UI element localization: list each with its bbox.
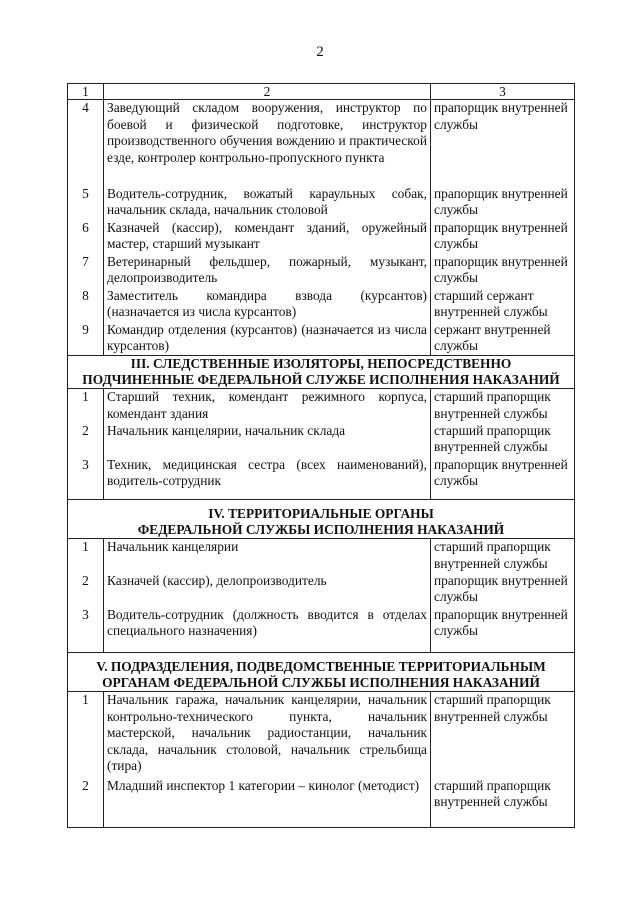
row-number: 1 xyxy=(68,692,104,778)
section-title-line: V. ПОДРАЗДЕЛЕНИЯ, ПОДВЕДОМСТВЕННЫЕ ТЕРРИТОРИАЛЬНЫМ xyxy=(96,659,546,674)
row-number: 8 xyxy=(68,288,104,322)
table-row xyxy=(68,423,575,457)
rank: прапорщик внутренней службы xyxy=(431,186,575,220)
position-title: Младший инспектор 1 категории – кинолог (методист) xyxy=(104,778,431,828)
position-title: Техник, медицинская сестра (всех наименований), водитель-сотрудник xyxy=(104,457,431,500)
rank: старший сержант внутренней службы xyxy=(431,288,575,322)
table-row xyxy=(68,254,575,288)
rank: прапорщик внутренней службы xyxy=(431,607,575,653)
rank: сержант внутренней службы xyxy=(431,322,575,356)
section-title-line: ОРГАНАМ ФЕДЕРАЛЬНОЙ СЛУЖБЫ ИСПОЛНЕНИЯ НАКАЗАНИЙ xyxy=(102,675,540,690)
rank: старший прапорщик внутренней службы xyxy=(431,692,575,778)
row-number: 3 xyxy=(68,457,104,500)
row-number: 2 xyxy=(68,778,104,828)
rank: прапорщик внутренней службы xyxy=(431,100,575,186)
rank: прапорщик внутренней службы xyxy=(431,573,575,607)
position-title: Казначей (кассир), делопроизводитель xyxy=(104,573,431,607)
header-col-3: 3 xyxy=(431,84,575,100)
position-title: Ветеринарный фельдшер, пожарный, музыкант, делопроизводитель xyxy=(104,254,431,288)
position-title: Заместитель командира взвода (курсантов) (назначается из числа курсантов) xyxy=(104,288,431,322)
position-title: Заведующий складом вооружения, инструктор по боевой и физической подготовке, инструктор производственного обучения вождению и практической езде, контролер контрольно-пропускного пункта xyxy=(104,100,431,186)
position-title: Командир отделения (курсантов) (назначается из числа курсантов) xyxy=(104,322,431,356)
table-row xyxy=(68,607,575,653)
section-title-line: III. СЛЕДСТВЕННЫЕ ИЗОЛЯТОРЫ, НЕПОСРЕДСТВЕННО xyxy=(130,356,512,371)
row-number: 2 xyxy=(68,423,104,457)
table-row xyxy=(68,322,575,356)
positions-table xyxy=(67,83,575,828)
position-title: Начальник гаража, начальник канцелярии, начальник контрольно-технического пункта, начальник мастерской, начальник радиостанции, начальник склада, начальник столовой, начальник стрельбища (тира) xyxy=(104,692,431,778)
position-title: Начальник канцелярии, начальник склада xyxy=(104,423,431,457)
row-number: 1 xyxy=(68,539,104,573)
position-title: Водитель-сотрудник (должность вводится в отделах специального назначения) xyxy=(104,607,431,653)
table-row xyxy=(68,288,575,322)
row-number: 7 xyxy=(68,254,104,288)
table-row xyxy=(68,692,575,778)
table-row xyxy=(68,220,575,254)
row-number: 1 xyxy=(68,389,104,423)
table-header-row xyxy=(68,84,575,100)
rank: прапорщик внутренней службы xyxy=(431,457,575,500)
position-title: Начальник канцелярии xyxy=(104,539,431,573)
page-number: 2 xyxy=(316,44,324,60)
header-col-2: 2 xyxy=(104,84,431,100)
table-row xyxy=(68,778,575,828)
position-title: Водитель-сотрудник, вожатый караульных собак, начальник склада, начальник столовой xyxy=(104,186,431,220)
table-row xyxy=(68,573,575,607)
section-title-line: ПОДЧИНЕННЫЕ ФЕДЕРАЛЬНОЙ СЛУЖБЕ ИСПОЛНЕНИЯ НАКАЗАНИЙ xyxy=(82,372,560,387)
position-title: Старший техник, комендант режимного корпуса, комендант здания xyxy=(104,389,431,423)
position-title: Казначей (кассир), комендант зданий, оружейный мастер, старший музыкант xyxy=(104,220,431,254)
table-row xyxy=(68,539,575,573)
section-heading xyxy=(68,653,575,692)
table-row xyxy=(68,389,575,423)
section-title-line: ФЕДЕРАЛЬНОЙ СЛУЖБЫ ИСПОЛНЕНИЯ НАКАЗАНИЙ xyxy=(137,522,505,537)
rank: прапорщик внутренней службы xyxy=(431,254,575,288)
table-row xyxy=(68,186,575,220)
section-heading xyxy=(68,356,575,389)
section-title-line: IV. ТЕРРИТОРИАЛЬНЫЕ ОРГАНЫ xyxy=(208,506,434,521)
section-heading xyxy=(68,500,575,539)
table-row xyxy=(68,457,575,500)
rank: старший прапорщик внутренней службы xyxy=(431,539,575,573)
row-number: 5 xyxy=(68,186,104,220)
rank: старший прапорщик внутренней службы xyxy=(431,389,575,423)
row-number: 2 xyxy=(68,573,104,607)
row-number: 3 xyxy=(68,607,104,653)
rank: старший прапорщик внутренней службы xyxy=(431,778,575,828)
row-number: 4 xyxy=(68,100,104,186)
rank: старший прапорщик внутренней службы xyxy=(431,423,575,457)
row-number: 9 xyxy=(68,322,104,356)
header-col-1: 1 xyxy=(68,84,104,100)
rank: прапорщик внутренней службы xyxy=(431,220,575,254)
row-number: 6 xyxy=(68,220,104,254)
table-row xyxy=(68,100,575,186)
